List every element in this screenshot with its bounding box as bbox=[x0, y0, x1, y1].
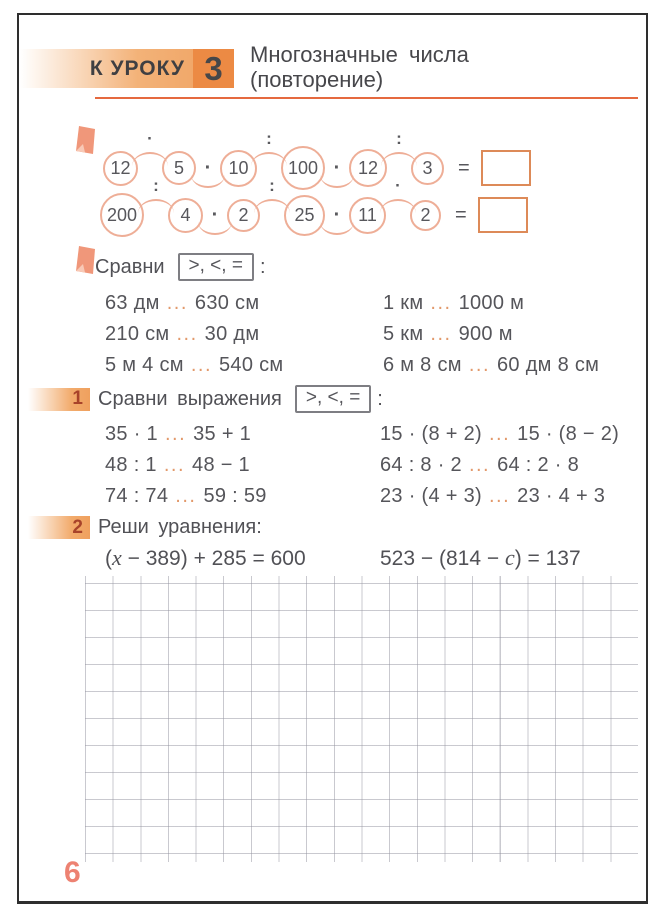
compare-row bbox=[383, 354, 599, 377]
page-title bbox=[250, 42, 469, 92]
page-number: 6 bbox=[64, 856, 81, 889]
lesson-header-band bbox=[20, 49, 234, 88]
operator-sign: · bbox=[395, 176, 401, 195]
answer-dots: ... bbox=[190, 354, 212, 376]
arc-curve bbox=[381, 152, 417, 169]
lesson-label: К УРОКУ bbox=[89, 56, 185, 80]
compare-right: 900 м bbox=[458, 323, 513, 345]
expression-row bbox=[105, 454, 250, 477]
compare-left: 1 км bbox=[383, 292, 424, 314]
answer-dots: ... bbox=[468, 454, 491, 476]
expr-right: 59 : 59 bbox=[203, 485, 267, 507]
task-number: 2 bbox=[72, 516, 83, 538]
equation-1 bbox=[105, 545, 306, 571]
compare-left: 6 м 8 см bbox=[383, 354, 462, 376]
answer-dots: ... bbox=[468, 354, 490, 376]
expr-left: 35 · 1 bbox=[105, 423, 158, 445]
variable-x: x bbox=[112, 545, 122, 570]
expr-left: 48 : 1 bbox=[105, 454, 157, 476]
task-number-band bbox=[28, 388, 90, 411]
chain-circle: 200 bbox=[100, 193, 144, 237]
expr-right: 48 − 1 bbox=[192, 454, 250, 476]
chain-circle: 5 bbox=[162, 151, 196, 185]
expr-left: 23 · (4 + 3) bbox=[380, 485, 482, 507]
colon: : bbox=[377, 387, 383, 410]
equation-text: − 389) + 285 = 600 bbox=[121, 547, 306, 570]
arc-curve bbox=[380, 199, 416, 216]
compare-right: 1000 м bbox=[458, 292, 525, 314]
operator-sign: · bbox=[333, 204, 341, 226]
chain-operator-arc bbox=[144, 176, 168, 238]
chain-circle: 4 bbox=[168, 198, 203, 233]
answer-dots: ... bbox=[163, 454, 186, 476]
lesson-number: 3 bbox=[204, 49, 223, 87]
lesson-number-box bbox=[193, 49, 234, 88]
page-title-line1: Многозначные числа bbox=[250, 42, 469, 67]
compare-right: 630 см bbox=[194, 292, 260, 314]
arc-curve bbox=[254, 199, 290, 216]
arc-curve bbox=[138, 199, 174, 216]
chain-operator-mid bbox=[325, 192, 349, 238]
chain-circle: 100 bbox=[281, 146, 325, 190]
operator-sign: : bbox=[269, 176, 275, 195]
equals-sign: = bbox=[458, 156, 470, 179]
expression-row bbox=[380, 423, 619, 446]
answer-box[interactable] bbox=[481, 150, 531, 186]
compare-right: 540 см bbox=[219, 354, 284, 376]
compare-row bbox=[383, 323, 513, 346]
operator-sign: : bbox=[396, 129, 402, 148]
operator-sign: · bbox=[211, 204, 219, 226]
chain-circle: 12 bbox=[103, 151, 138, 186]
colon: : bbox=[259, 255, 266, 278]
chain-circle: 12 bbox=[349, 149, 387, 187]
expr-left: 74 : 74 bbox=[105, 485, 169, 507]
equation-text: 523 − (814 − bbox=[380, 547, 505, 570]
expr-left: 64 : 8 · 2 bbox=[380, 454, 462, 476]
compare-row bbox=[105, 323, 259, 346]
arc-curve bbox=[251, 152, 287, 169]
chain-circle: 2 bbox=[227, 199, 260, 232]
equation-text: ) = 137 bbox=[514, 547, 581, 570]
compare-left: 210 см bbox=[105, 323, 170, 345]
task2-header bbox=[28, 516, 262, 539]
chain-circle: 25 bbox=[284, 195, 325, 236]
bookmark-icon bbox=[72, 125, 98, 155]
section-label: Сравни bbox=[95, 255, 165, 278]
compare-left: 5 м 4 см bbox=[105, 354, 184, 376]
chain-circle: 10 bbox=[220, 150, 257, 187]
task1-header bbox=[28, 385, 383, 413]
answer-dots: ... bbox=[166, 292, 188, 314]
task-number: 1 bbox=[72, 388, 83, 409]
equals-sign: = bbox=[455, 203, 467, 226]
arc-curve bbox=[132, 152, 168, 169]
answer-dots: ... bbox=[176, 323, 198, 345]
header-rule bbox=[95, 97, 638, 99]
operator-sign: · bbox=[204, 157, 212, 179]
comparison-signs-box: >, <, = bbox=[295, 385, 371, 413]
expr-right: 64 : 2 · 8 bbox=[497, 454, 580, 476]
operator-sign: · bbox=[147, 129, 153, 148]
answer-dots: ... bbox=[175, 485, 197, 507]
operator-sign: : bbox=[266, 129, 272, 148]
chain-circle: 3 bbox=[411, 152, 444, 185]
expression-row bbox=[380, 454, 579, 477]
number-chain-2 bbox=[100, 176, 528, 238]
chain-operator-arc bbox=[386, 176, 410, 238]
chain-operator-mid bbox=[203, 192, 227, 238]
chain-circle: 11 bbox=[349, 197, 386, 234]
chain-operator-arc bbox=[260, 176, 284, 238]
compare-left: 63 дм bbox=[105, 292, 160, 314]
equation-2 bbox=[380, 545, 581, 571]
chain-circle: 2 bbox=[410, 200, 441, 231]
answer-box[interactable] bbox=[478, 197, 528, 233]
expr-right: 35 + 1 bbox=[193, 423, 252, 445]
answer-dots: ... bbox=[430, 323, 452, 345]
expression-row bbox=[105, 485, 267, 508]
expr-right: 23 · 4 + 3 bbox=[517, 485, 606, 507]
compare-row bbox=[105, 292, 259, 315]
grid-paper-lines bbox=[85, 583, 638, 854]
compare-left: 5 км bbox=[383, 323, 424, 345]
operator-sign: : bbox=[153, 176, 159, 195]
task-number-band bbox=[28, 516, 90, 539]
chain-operator-mid bbox=[196, 145, 220, 191]
operator-sign: · bbox=[333, 157, 341, 179]
equation-text: ( bbox=[105, 547, 112, 570]
compare-right: 60 дм 8 см bbox=[497, 354, 600, 376]
task1-label: Сравни выражения bbox=[98, 387, 282, 410]
chain-operator-mid bbox=[325, 145, 349, 191]
compare-row bbox=[383, 292, 524, 315]
compare-right: 30 дм bbox=[204, 323, 260, 345]
answer-dots: ... bbox=[488, 423, 511, 445]
expr-right: 15 · (8 − 2) bbox=[517, 423, 620, 445]
compare-units-header bbox=[95, 253, 266, 281]
expression-row bbox=[105, 423, 251, 446]
answer-dots: ... bbox=[164, 423, 187, 445]
answer-dots: ... bbox=[430, 292, 452, 314]
variable-c: c bbox=[504, 545, 515, 570]
grid-paper bbox=[85, 576, 638, 862]
expression-row bbox=[380, 485, 605, 508]
compare-row bbox=[105, 354, 283, 377]
comparison-signs-box: >, <, = bbox=[178, 253, 254, 281]
task2-label: Реши уравнения: bbox=[98, 516, 262, 538]
page-title-line2: (повторение) bbox=[250, 67, 384, 92]
answer-dots: ... bbox=[488, 485, 511, 507]
expr-left: 15 · (8 + 2) bbox=[380, 423, 482, 445]
